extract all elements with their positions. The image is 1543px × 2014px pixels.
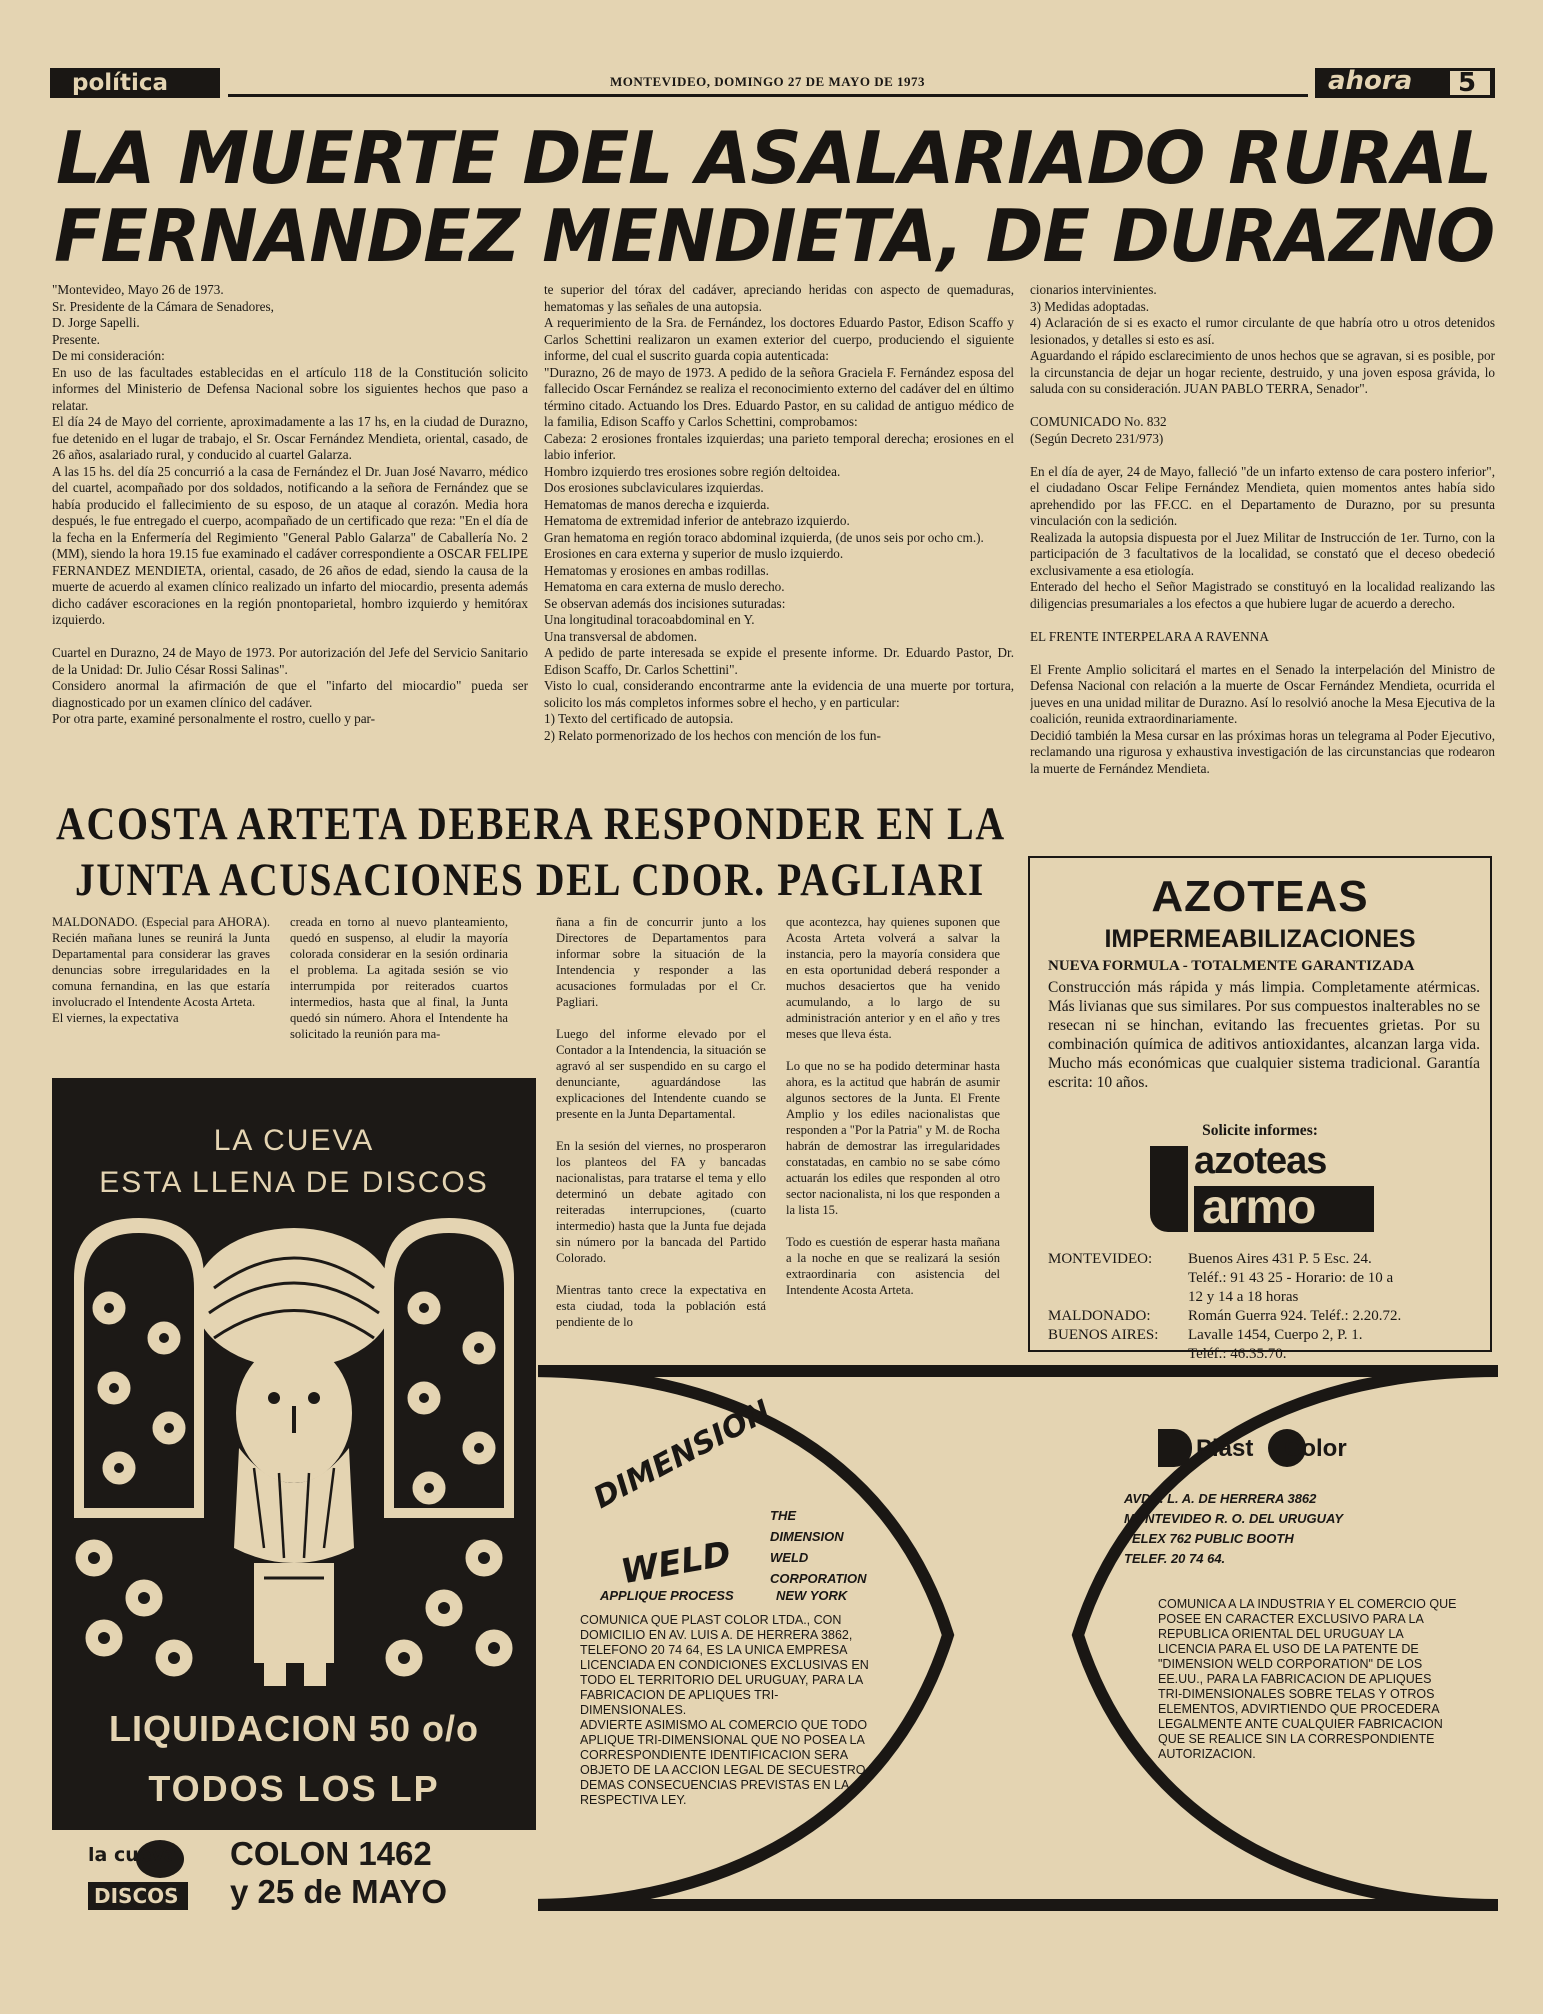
article2-column-4: que acontezca, hay quienes suponen que Acosta Arteta volverá a salvar la instancia, pero la mayoría considera que en esta oportunidad deberá responder a muchos desaciertos que ha venido acumulando, a lo largo de su administración anterior y en el año y tres meses que lleva ésta. Lo que no se ha podido determinar hasta ahora, es la actitud que habrán de asumir algunos sectores de la Junta. El Frente Amplio y los ediles nacionalistas que responden a "Por la Patria" y M. de Rocha habrán de demostrar las irregularidades constatadas, en cambio no se sabe cómo actuarán los ediles que responden al otro sector nacionalista, ni los que responden a la lista 15. Todo es cuestión de esperar hasta mañana a la noche en que se realizará la sesión extraordinaria con asistencia del Intendente Acosta Arteta. [786,915,1000,1297]
city-buenos-aires: BUENOS AIRES: [1048,1327,1159,1343]
plast-brand-1: Plast [1196,1435,1254,1462]
dw-corp [770,1505,867,1589]
ad-azoteas [1028,856,1492,1362]
page-header [50,62,1495,108]
ad-la-cueva [52,1078,536,1920]
addr-maldonado: Román Guerra 924. Teléf.: 2.20.72. [1188,1308,1402,1324]
ad-cueva-address-1: COLON 1462 [230,1835,432,1872]
dw-corp-1: THE [770,1508,796,1523]
addr-buenos-aires-1: Lavalle 1454, Cuerpo 2, P. 1. [1188,1327,1363,1343]
article2-column-2: creada en torno al nuevo planteamiento, quedó en suspenso, al eludir la mayoría colorada considerar en la sesión ordinaria el problema. La agitada sesión se vio interrumpida por reiterados cuartos intermedios, hasta que al final, la Junta quedó sin número. Ahora el Intendente ha solicitado la reunión para ma- [290,915,508,1041]
plast-brand-2: Color [1284,1435,1347,1462]
ad-azoteas-cta: Solicite informes: [1202,1122,1318,1139]
ad-cueva-sale-2: TODOS LOS LP [148,1768,440,1809]
plast-address [1124,1489,1343,1569]
ad-azoteas-logo [1150,1140,1380,1236]
article2-column-3: ñana a fin de concurrir junto a los Directores de Departamentos para informar sobre la situación de la Intendencia y responder a las acusaciones formuladas por el Cr. Pagliari. Luego del informe elevado por el Contador a la Intendencia, la situación se agravó al ser suspendido en su cargo el denunciante, aguardándose las explicaciones del Intendente cuando se presente en la Junta Departamental. En la sesión del viernes, no prosperaron los planteos del FA y bancadas nacionalistas, para tratarse el tema y ello determinó un debate agitado con reiteradas interrupciones, (cuarto intermedio) hasta que la Junta fue dejada sin número por la bancada del Partido Colorado. Mientras tanto crece la expectativa en esta ciudad, toda la población está pendiente de lo [556,915,766,1329]
dw-corp-4: CORPORATION [770,1571,867,1586]
plast-color-brand [1158,1425,1458,1485]
addr-montevideo-2: Teléf.: 91 43 25 - Horario: de 10 a [1188,1270,1394,1286]
dw-corp-3: WELD [770,1550,809,1565]
addr-montevideo-1: Buenos Aires 431 P. 5 Esc. 24. [1188,1251,1372,1267]
article-column-1: "Montevideo, Mayo 26 de 1973. Sr. Presidente de la Cámara de Senadores, D. Jorge Sapelli. Presente. De mi consideración: En uso de las facultades establecidas en el artículo 118 de la Constitución solicito informes del Ministerio de Defensa Nacional sobre los siguientes hechos que paso a relatar. El día 24 de Mayo del corriente, aproximadamente a las 17 hs, en la ciudad de Durazno, fue detenido en el lugar de trabajo, el Sr. Oscar Fernández Mendieta, oriental, casado, de 26 años, asalariado rural, y conducido al cuartel Galarza. A las 15 hs. del día 25 concurrió a la casa de Fernández el Dr. Juan José Navarro, médico del cuartel, acompañado por dos soldados, notificando a la señora de Fernández que se había producido el fallecimiento de su esposo, de un ataque al corazón. Media hora después, le fue entregado el cuerpo, acompañado de un certificado que reza: "En el día de la fecha en la Enfermería del Regimiento "General Pablo Galarza" de Caballería No. 2 (MM), siendo la hora 19.15 fue examinado el cadáver correspondiente a OSCAR FELIPE FERNANDEZ MENDIETA, oriental, casado, de 26 años de edad, siendo la causa de la muerte de acuerdo al examen clínico realizado un infarto del miocardio, presenta además dicho cadáver escoraciones en la región pnontoparietal, hombro izquierdo y hemitórax izquierdo. Cuartel en Durazno, 24 de Mayo de 1973. Por autorización del Jefe del Servicio Sanitario de la Unidad: Dr. Julio César Rossi Salinas". Considero anormal la afirmación de que el "infarto del miocardio" pueda ser diagnosticado por un examen clínico del cadáver. Por otra parte, examiné personalmente el rostro, cuello y par- [52,282,528,726]
ad-cueva-brand-logo [88,1838,218,1912]
cave-illustration-svg [64,1218,524,1688]
ad-plast-color [538,1365,1498,1920]
city-montevideo: MONTEVIDEO: [1048,1251,1153,1267]
masthead-logo: ahora [1328,66,1413,96]
addr-montevideo-3: 12 y 14 a 18 horas [1188,1289,1299,1305]
ad-cueva-illustration [64,1218,524,1688]
ad-azoteas-tagline: NUEVA FORMULA - TOTALMENTE GARANTIZADA [1048,958,1415,974]
plast-addr-2: MONTEVIDEO R. O. DEL URUGUAY [1124,1511,1344,1526]
brand-logo-top: la cueva [88,1844,177,1866]
article-column-2: te superior del tórax del cadáver, apreciando heridas con aspecto de quemaduras, hematomas y las señales de una autopsia. A requerimiento de la Sra. de Fernández, los doctores Eduardo Pastor, Edison Scaffo y Carlos Schettini realizaron un examen exterior del cuerpo, produciendo el siguiente informe, del cual el suscrito guarda copia autenticada: "Durazno, 26 de mayo de 1973. A pedido de la señora Graciela F. Fernández esposa del fallecido Oscar Fernández se realiza el reconocimiento externo del cadáver del en último término citado. Actuando los Dres. Eduardo Pastor, en su calidad de antiguo médico de la familia, Edison Scaffo y Carlos Schettini, comprobamos: Cabeza: 2 erosiones frontales izquierdas; una parieto temporal derecha; erosiones en el labio inferior. Hombro izquierdo tres erosiones sobre región deltoidea. Dos erosiones subclaviculares izquierdas. Hematomas de manos derecha e izquierda. Hematoma de extremidad inferior de antebrazo izquierdo. Gran hematoma en región toraco abdominal izquierda, (de unos seis por ocho cm.). Erosiones en cara externa y superior de muslo izquierdo. Hematomas y erosiones en ambas rodillas. Hematoma en cara externa de muslo derecho. Se observan además dos incisiones suturadas: Una longitudinal toracoabdominal en Y. Una transversal de abdomen. A pedido de parte interesada se expide el presente informe. Dr. Eduardo Pastor, Dr. Edison Scaffo, Dr. Carlos Schettini". Visto lo cual, considerando encontrarme ante la evidencia de una muerte por tortura, solicito los más completos informes sobre el hecho, y en particular: 1) Texto del certificado de autopsia. 2) Relato pormenorizado de los hechos con mención de los fun- [544,282,1014,743]
article2-column-1: MALDONADO. (Especial para AHORA). Recién mañana lunes se reunirá la Junta Departamental para considerar las graves denuncias sobre irregularidades en la comuna fernandina, en las que estaría involucrado el Intendente Acosta Arteta. El viernes, la expectativa [52,915,270,1025]
dw-corp-2: DIMENSION [770,1529,844,1544]
ad-cueva-title-2: ESTA LLENA DE DISCOS [99,1166,489,1199]
ad-azoteas-title: AZOTEAS [1151,872,1369,921]
dw-logo-line-2: WELD [618,1533,734,1593]
logo-text-bottom: armo [1202,1181,1316,1234]
dateline: MONTEVIDEO, DOMINGO 27 DE MAYO DE 1973 [610,74,926,89]
plast-addr-1: AVDA. L. A. DE HERRERA 3862 [1124,1491,1317,1506]
plast-addr-4: TELEF. 20 74 64. [1124,1551,1226,1566]
brand-logo-bottom: DISCOS [94,1884,179,1908]
article-headline-line-2: FERNANDEZ MENDIETA, DE DURAZNO [54,194,1495,278]
article2-headline-line-2: JUNTA ACUSACIONES DEL CDOR. PAGLIARI [75,854,985,906]
plast-p-shape [1158,1429,1192,1467]
ad-cueva-title-1: LA CUEVA [213,1124,375,1157]
article-column-3: cionarios intervinientes. 3) Medidas adoptadas. 4) Aclaración de si es exacto el rumor circulante de que habría otro u otros detenidos lesionados, y detalles si esto es así. Aguardando el rápido esclarecimiento de unos hechos que se agravan, si es posible, por la circunstancia de dejar un hogar reciente, destruido, y una joven esposa grávida, lo saluda con su consideración. JUAN PABLO TERRA, Senador". COMUNICADO No. 832 (Según Decreto 231/973) En el día de ayer, 24 de Mayo, falleció "de un infarto extenso de cara postero inferior", el ciudadano Oscar Felipe Fernández Mendieta, quien momentos antes había sido aprehendido por las FF.CC. en el Departamento de Durazno, por su presunta vinculación con la sedición. Realizada la autopsia dispuesta por el Juez Militar de Instrucción de 1er. Turno, con la participación de 3 facultativos de la localidad, se constató que el deceso obedeció exclusivamente a esa etiología. Enterado del hecho el Señor Magistrado se constituyó en la localidad realizando las diligencias presumariales a los efectos a que hubiere lugar de acuerdo a derecho. EL FRENTE INTERPELARA A RAVENNA El Frente Amplio solicitará el martes en el Senado la interpelación del Ministro de Defensa Nacional con relación a la muerte de Oscar Fernández Mendieta, ocurrida el jueves en una unidad militar de Durazno. Así lo resolvió anoche la Mesa Ejecutiva de la coalición, reunida extraordinariamente. Decidió también la Mesa cursar en las próximas horas un telegrama al Poder Ejecutivo, reclamando una rigurosa y exhaustiva investigación de las circunstancias que rodearon la muerte de Fernández Mendieta. [1030,282,1495,776]
ad-cueva-sale-1: LIQUIDACION 50 o/o [108,1708,480,1749]
dw-applique: APPLIQUE PROCESS [600,1588,734,1603]
dw-newyork: NEW YORK [776,1588,848,1603]
logo-text-top: azoteas [1194,1140,1327,1182]
dw-logo-line-1: DIMENSION [588,1393,777,1516]
ad-azoteas-subtitle: IMPERMEABILIZACIONES [1104,925,1416,953]
ad-cueva-address-2: y 25 de MAYO [230,1873,448,1910]
ad-azoteas-body: Construcción más rápida y más limpia. Completamente atérmicas. Más livianas que sus similares. Por sus compuestos inalterables no se resecan ni se hinchan, evitando las frecuentes grietas. Por su combinación química de aditivos antioxidantes, alcanzan larga vida. Mucho más económicas que cualquier sistema tradicional. Garantía escrita: 10 años. [1048,979,1480,1091]
section-label: política [72,70,169,96]
city-maldonado: MALDONADO: [1048,1308,1151,1324]
plast-addr-3: TELEX 762 PUBLIC BOOTH [1124,1531,1294,1546]
logo-block [1150,1146,1188,1232]
dimension-weld-logo [588,1393,788,1605]
article-headline-line-1: LA MUERTE DEL ASALARIADO RURAL [56,116,1492,200]
ad-plastcolor-right-text: COMUNICA A LA INDUSTRIA Y EL COMERCIO QUE POSEE EN CARACTER EXCLUSIVO PARA LA REPUBLICA ORIENTAL DEL URUGUAY LA LICENCIA PARA EL USO DE LA PATENTE DE "DIMENSION WELD CORPORATION" DE LOS EE.UU., PARA LA FABRICACION DE APLIQUES TRI-DIMENSIONALES SOBRE TELAS Y OTROS ELEMENTOS, ADVIRTIENDO QUE PROCEDERA LEGALMENTE ANTE CUALQUIER FABRICACION QUE SE REALICE SIN LA CORRESPONDIENTE AUTORIZACION. [1158,1597,1457,1761]
addr-buenos-aires-2: Teléf.: 46.35.70. [1188,1346,1287,1362]
ad-plastcolor-left-text: COMUNICA QUE PLAST COLOR LTDA., CON DOMICILIO EN AV. LUIS A. DE HERRERA 3862, TELEFONO 20 74 64, ES LA UNICA EMPRESA LICENCIADA EN CONDICIONES EXCLUSIVAS EN TODO EL TERRITORIO DEL URUGUAY, PARA LA FABRICACION DE APLIQUES TRI-DIMENSIONALES. ADVIERTE ASIMISMO AL COMERCIO QUE TODO APLIQUE TRI-DIMENSIONAL QUE NO POSEA LA CORRESPONDIENTE IDENTIFICACION SERA OBJETO DE LA ACCION LEGAL DE SECUESTRO Y DEMAS CONSECUENCIAS PREVISTAS EN LA RESPECTIVA LEY. [580,1613,877,1807]
header-rule [228,94,1308,97]
page-number: 5 [1458,68,1477,98]
article2-headline-line-1: ACOSTA ARTETA DEBERA RESPONDER EN LA [56,798,1006,850]
